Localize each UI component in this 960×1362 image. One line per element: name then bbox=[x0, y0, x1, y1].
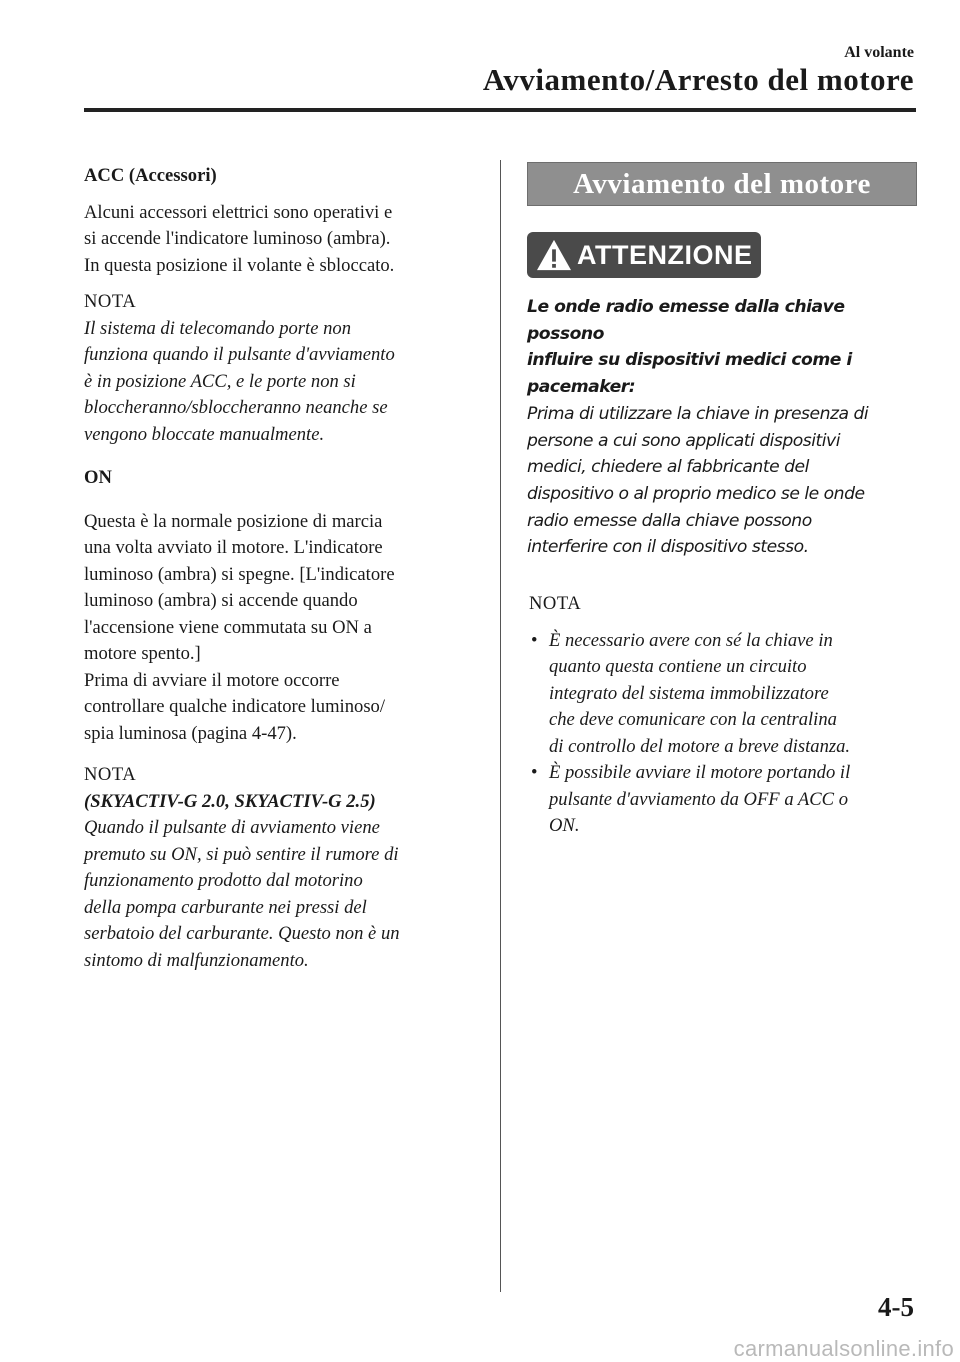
note-label: NOTA bbox=[84, 764, 137, 785]
text-line: ON. bbox=[549, 815, 580, 837]
text-line: funzionamento prodotto dal motorino bbox=[84, 870, 363, 891]
watermark: carmanualsonline.info bbox=[733, 1336, 954, 1361]
text-line: interferire con il dispositivo stesso. bbox=[527, 537, 809, 558]
text-line: pacemaker: bbox=[527, 377, 636, 398]
acc-heading: ACC (Accessori) bbox=[84, 165, 217, 186]
bullet: • bbox=[531, 629, 538, 651]
text-line: Le onde radio emesse dalla chiave possono bbox=[527, 297, 845, 344]
text-line: motore spento.] bbox=[84, 643, 201, 664]
text-line: In questa posizione il volante è sbloccato. bbox=[84, 254, 395, 276]
text-line: di controllo del motore a breve distanza. bbox=[549, 735, 851, 757]
text-line: pulsante d'avviamento da OFF a ACC o bbox=[549, 788, 849, 810]
text-line: integrato del sistema immobilizzatore bbox=[549, 682, 829, 704]
text-line: serbatoio del carburante. Questo non è un bbox=[84, 923, 400, 944]
section-heading: Avviamento del motore bbox=[527, 162, 917, 206]
list-item bbox=[529, 628, 917, 761]
bullet: • bbox=[531, 762, 538, 784]
note-subtitle: (SKYACTIV-G 2.0, SKYACTIV-G 2.5) bbox=[84, 790, 376, 812]
text-line: Alcuni accessori elettrici sono operativi e bbox=[84, 201, 393, 223]
note-start bbox=[527, 591, 917, 840]
text-line: che deve comunicare con la centralina bbox=[549, 709, 837, 731]
column-divider bbox=[500, 160, 501, 1292]
acc-body bbox=[84, 200, 476, 280]
on-body bbox=[84, 509, 476, 748]
warning-body bbox=[527, 294, 922, 561]
text-line: l'accensione viene commutata su ON a bbox=[84, 616, 372, 638]
text-line: Il sistema di telecomando porte non bbox=[84, 317, 351, 339]
note-label: NOTA bbox=[529, 593, 582, 615]
text-line: bloccheranno/sbloccheranno neanche se bbox=[84, 397, 388, 418]
text-line: è in posizione ACC, e le porte non si bbox=[84, 370, 356, 392]
text-line: vengono bloccate manualmente. bbox=[84, 423, 325, 445]
page-number: 4-5 bbox=[878, 1292, 914, 1322]
text-line: sintomo di malfunzionamento. bbox=[84, 949, 309, 971]
text-line: della pompa carburante nei pressi del bbox=[84, 896, 367, 918]
running-header-title: Avviamento/Arresto del motore bbox=[482, 62, 914, 97]
text-line: funziona quando il pulsante d'avviamento bbox=[84, 344, 395, 365]
text-line: luminoso (ambra) si spegne. [L'indicatore bbox=[84, 563, 395, 585]
text-line: quanto questa contiene un circuito bbox=[549, 656, 807, 678]
text-line: persone a cui sono applicati dispositivi bbox=[527, 430, 840, 451]
text-line: luminoso (ambra) si accende quando bbox=[84, 590, 358, 611]
warning-label-text: ATTENZIONE bbox=[577, 239, 753, 270]
note-skyactiv-body bbox=[84, 815, 476, 974]
text-line: Quando il pulsante di avviamento viene bbox=[84, 817, 380, 838]
list-item bbox=[529, 760, 917, 840]
warning-label bbox=[527, 232, 761, 278]
text-line: Prima di utilizzare la chiave in presenza di bbox=[527, 403, 869, 424]
left-column bbox=[84, 163, 476, 974]
running-header-section: Al volante bbox=[844, 44, 914, 61]
on-heading: ON bbox=[84, 467, 112, 488]
text-line: dispositivo o al proprio medico se le onde bbox=[527, 483, 865, 504]
right-column bbox=[527, 162, 917, 840]
warning-triangle-icon bbox=[535, 238, 573, 272]
text-line: premuto su ON, si può sentire il rumore di bbox=[84, 843, 399, 865]
text-line: Prima di avviare il motore occorre bbox=[84, 669, 340, 691]
note-label: NOTA bbox=[84, 291, 137, 312]
text-line: controllare qualche indicatore luminoso/ bbox=[84, 696, 386, 717]
text-line: radio emesse dalla chiave possono bbox=[527, 510, 812, 531]
header-rule bbox=[84, 108, 916, 112]
text-line: medici, chiedere al fabbricante del bbox=[527, 457, 809, 478]
text-line: È necessario avere con sé la chiave in bbox=[549, 629, 833, 651]
text-line: influire su dispositivi medici come i bbox=[527, 350, 852, 371]
text-line: È possibile avviare il motore portando il bbox=[549, 762, 851, 784]
note-list bbox=[529, 628, 917, 840]
text-line: una volta avviato il motore. L'indicatore bbox=[84, 537, 383, 558]
note-acc-body bbox=[84, 316, 476, 449]
text-line: spia luminosa (pagina 4-47). bbox=[84, 722, 297, 744]
text-line: si accende l'indicatore luminoso (ambra). bbox=[84, 228, 391, 249]
text-line: Questa è la normale posizione di marcia bbox=[84, 510, 383, 532]
